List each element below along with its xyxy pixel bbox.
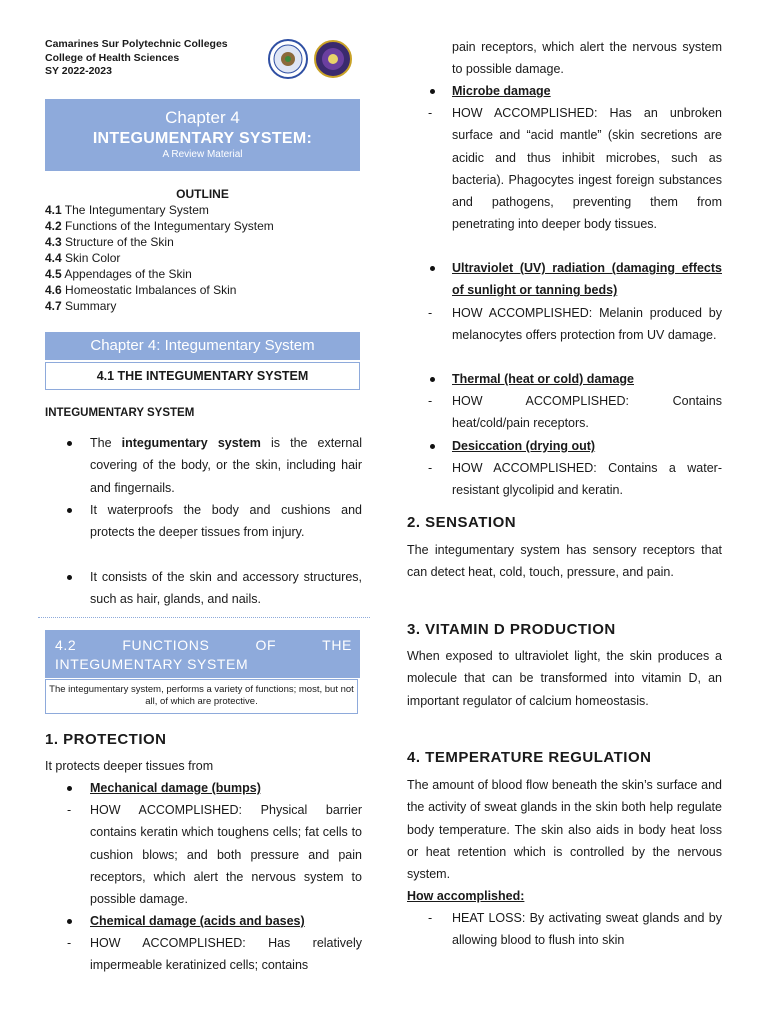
sensation-heading: 2. SENSATION	[407, 514, 517, 531]
institution-name: Camarines Sur Polytechnic Colleges	[45, 38, 228, 50]
chapter-title-box	[45, 99, 360, 171]
bullet-dot	[67, 919, 72, 924]
how-accomplished-label: How accomplished:	[407, 889, 525, 903]
section-4-1-heading: 4.1 THE INTEGUMENTARY SYSTEM	[45, 362, 360, 390]
bullet-dot	[430, 266, 435, 271]
sensation-text: The integumentary system has sensory receptors that can detect heat, cold, touch, pressure, and pain.	[407, 543, 722, 580]
chapter-number: Chapter 4	[165, 108, 240, 127]
chapter-caption: A Review Material	[162, 149, 243, 160]
dash-marker: -	[428, 306, 433, 320]
bullet-dot	[67, 508, 72, 513]
protection-heading: 1. PROTECTION	[45, 731, 167, 748]
outline-item: 4.4 Skin Color	[45, 251, 121, 265]
vitamin-d-text: When exposed to ultraviolet light, the skin produces a molecule that can be transformed into vitamin D, an important regulator of calcium homeostasis.	[407, 649, 722, 708]
bullet-dot	[67, 441, 72, 446]
outline-item: 4.3 Structure of the Skin	[45, 235, 174, 249]
integ-bullet-3: It consists of the skin and accessory structures, such as hair, glands, and nails.	[90, 570, 362, 607]
outline-item: 4.2 Functions of the Integumentary System	[45, 219, 274, 233]
bullet-dot	[430, 377, 435, 382]
school-year: SY 2022-2023	[45, 65, 112, 77]
microbe-damage-label: Microbe damage	[452, 84, 551, 98]
dash-marker: -	[67, 936, 72, 950]
outline-item: 4.1 The Integumentary System	[45, 203, 209, 217]
health-sciences-logo	[314, 40, 352, 78]
integ-bullet-2: It waterproofs the body and cushions and protects the deeper tissues from injury.	[90, 503, 362, 540]
outline-item: 4.7 Summary	[45, 299, 117, 313]
outline-title: OUTLINE	[176, 187, 229, 201]
dash-marker: -	[428, 911, 433, 925]
outline	[45, 186, 360, 314]
chemical-damage-label: Chemical damage (acids and bases)	[90, 914, 305, 928]
desiccation-label: Desiccation (drying out)	[452, 439, 596, 453]
integumentary-heading: INTEGUMENTARY SYSTEM	[45, 407, 195, 419]
college-name: College of Health Sciences	[45, 51, 180, 64]
outline-item: 4.5 Appendages of the Skin	[45, 267, 192, 281]
protection-intro: It protects deeper tissues from	[45, 759, 214, 773]
college-seal-logo	[268, 39, 308, 79]
mechanical-damage-label: Mechanical damage (bumps)	[90, 781, 261, 795]
bullet-dot	[67, 575, 72, 580]
chemical-damage-text: HOW ACCOMPLISHED: Has relatively impermeable keratinized cells; contains	[90, 936, 362, 973]
thermal-damage-label: Thermal (heat or cold) damage	[452, 372, 634, 386]
dash-marker: -	[428, 461, 433, 475]
bullet-dot	[67, 786, 72, 791]
uv-radiation-label: Ultraviolet (UV) radiation (damaging effects of sunlight or tanning beds)	[452, 261, 722, 298]
integ-bullet-1: The integumentary system is the external covering of the body, or the skin, including hair and fingernails.	[90, 436, 363, 495]
desiccation-text: HOW ACCOMPLISHED: Contains a water-resistant glycolipid and keratin.	[452, 461, 722, 498]
thermal-damage-text: HOW ACCOMPLISHED: Contains heat/cold/pain receptors.	[452, 394, 722, 431]
functions-note: The integumentary system, performs a variety of functions; most, but not all, of which are protective.	[45, 679, 358, 714]
chemical-damage-continued: pain receptors, which alert the nervous system to possible damage.	[452, 40, 722, 77]
bullet-dot	[430, 444, 435, 449]
institution-header	[45, 38, 228, 79]
chapter-bar: Chapter 4: Integumentary System	[45, 332, 360, 360]
dash-marker: -	[67, 803, 72, 817]
outline-item: 4.6 Homeostatic Imbalances of Skin	[45, 283, 237, 297]
microbe-damage-text: HOW ACCOMPLISHED: Has an unbroken surface and “acid mantle” (skin secretions are acidic and thus inhibit microbes, such as bacteria). Phagocytes ingest foreign substances and pathogens, preventing them from penetrating into deeper body tissues.	[452, 106, 722, 232]
bullet-dot	[430, 89, 435, 94]
temperature-text: The amount of blood flow beneath the skin’s surface and the activity of sweat glands in the skin both help regulate body temperature. The skin also aids in body heat loss or heat retention which is controlled by the nervous system.	[407, 778, 722, 882]
temperature-heading: 4. TEMPERATURE REGULATION	[407, 749, 652, 766]
mechanical-damage-text: HOW ACCOMPLISHED: Physical barrier contains keratin which toughens cells; fat cells to cushion blows; and both pressure and pain receptors, which alert the nervous system to possible damage.	[90, 803, 362, 907]
heat-loss-text: HEAT LOSS: By activating sweat glands and by allowing blood to flush into skin	[452, 911, 722, 948]
section-divider	[38, 617, 370, 618]
dash-marker: -	[428, 106, 433, 120]
section-4-2-heading: 4.2 FUNCTIONS OF THE INTEGUMENTARY SYSTEM	[45, 630, 360, 678]
dash-marker: -	[428, 394, 433, 408]
chapter-title: INTEGUMENTARY SYSTEM:	[92, 130, 313, 147]
uv-radiation-text: HOW ACCOMPLISHED: Melanin produced by melanocytes offers protection from UV damage.	[452, 306, 722, 343]
vitamin-d-heading: 3. VITAMIN D PRODUCTION	[407, 621, 616, 638]
